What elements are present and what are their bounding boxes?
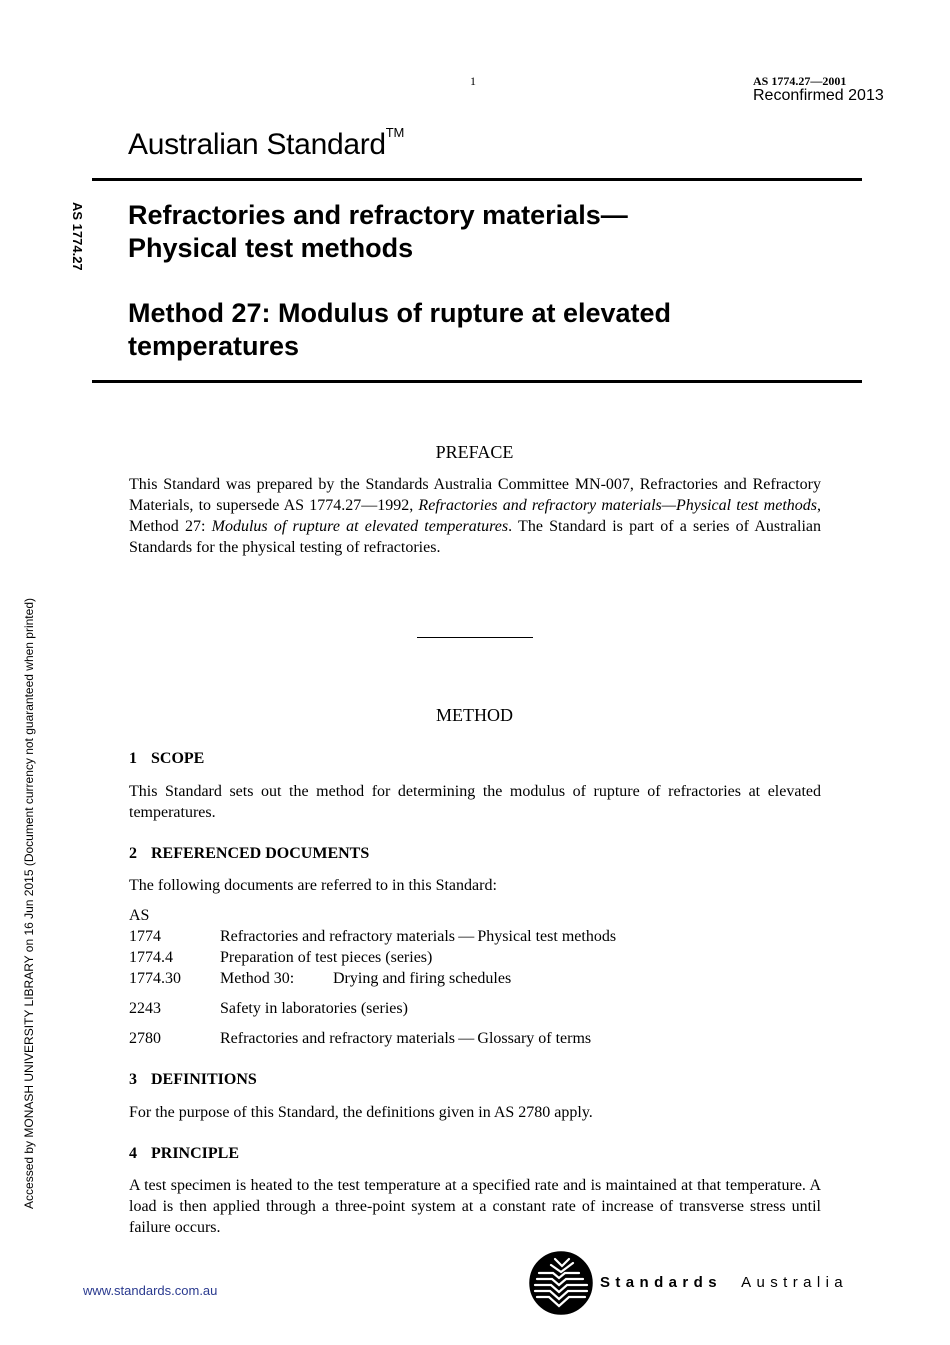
section-heading-definitions xyxy=(129,1071,257,1089)
title-line-1: Refractories and refractory materials— xyxy=(128,200,628,230)
section-title: PRINCIPLE xyxy=(151,1145,240,1162)
section-title: REFERENCED DOCUMENTS xyxy=(151,845,370,862)
method-title-line-2: temperatures xyxy=(128,331,300,361)
reference-title: Drying and firing schedules xyxy=(333,970,512,987)
reference-code: 2780 xyxy=(129,1030,161,1047)
preface-text-1: This Standard was prepared by the Standards Australia Committee MN-007, Refractories and Refractory Materials, to supersede AS 1774.27—1992, xyxy=(129,476,821,514)
method-title xyxy=(128,297,848,363)
reference-row xyxy=(129,968,511,989)
vertical-standard-code: AS 1774.27 xyxy=(70,202,85,271)
preface-heading: PREFACE xyxy=(435,442,514,462)
reference-row xyxy=(129,998,408,1019)
reference-title: Safety in laboratories (series) xyxy=(220,1000,408,1017)
section-heading-references xyxy=(129,845,369,863)
footer-website-link[interactable]: www.standards.com.au xyxy=(83,1283,218,1298)
section-number: 4 xyxy=(129,1145,137,1162)
reference-code: 1774.4 xyxy=(129,949,173,966)
title-line-2: Physical test methods xyxy=(128,233,414,263)
standards-australia-wordmark xyxy=(600,1274,848,1291)
title-rule-top xyxy=(92,178,862,181)
reference-method: Method 30: xyxy=(220,970,295,987)
preface-italic-title: Refractories and refractory materials—Physical test methods xyxy=(418,497,818,514)
scope-paragraph: This Standard sets out the method for determining the modulus of rupture of refractories at elevated temperatures. xyxy=(129,783,821,821)
reconfirmed-note: Reconfirmed 2013 xyxy=(753,87,884,104)
reference-row xyxy=(129,926,616,947)
title-rule-bottom xyxy=(92,380,862,383)
definitions-paragraph: For the purpose of this Standard, the definitions given in AS 2780 apply. xyxy=(129,1104,593,1121)
reference-code: 1774.30 xyxy=(129,970,181,987)
preface-paragraph xyxy=(129,474,821,558)
document-title xyxy=(128,199,848,265)
preface-text-3: . The Standard is part of a series of Australian Standards for the physical testing of refractories. xyxy=(129,518,821,556)
brand-title xyxy=(128,125,404,162)
references-intro: The following documents are referred to in this Standard: xyxy=(129,877,497,894)
section-title: DEFINITIONS xyxy=(151,1071,257,1088)
wordmark-australia: Australia xyxy=(741,1274,849,1291)
standard-code: AS 1774.27—2001 xyxy=(753,74,847,88)
reference-title: Refractories and refractory materials — Glossary of terms xyxy=(220,1030,592,1047)
standards-australia-logo-icon xyxy=(529,1251,593,1315)
wordmark-standards: Standards xyxy=(600,1274,722,1291)
trademark-mark: TM xyxy=(385,125,404,140)
reference-code: 1774 xyxy=(129,928,161,945)
references-group-label: AS xyxy=(129,907,150,924)
reference-title: Preparation of test pieces (series) xyxy=(220,949,433,966)
method-title-line-1: Method 27: Modulus of rupture at elevated xyxy=(128,298,672,328)
section-number: 2 xyxy=(129,845,137,862)
page-number: 1 xyxy=(470,74,476,88)
brand-text: Australian Standard xyxy=(128,128,386,161)
method-heading: METHOD xyxy=(436,705,513,725)
section-title: SCOPE xyxy=(151,750,205,767)
reference-title: Refractories and refractory materials — Physical test methods xyxy=(220,928,617,945)
reference-row xyxy=(129,947,432,968)
access-note: Accessed by MONASH UNIVERSITY LIBRARY on 16 Jun 2015 (Document currency not guaranteed when printed) xyxy=(22,598,36,1209)
reference-row xyxy=(129,1028,591,1049)
section-number: 1 xyxy=(129,750,137,767)
preface-text-2: , Method 27: xyxy=(129,497,822,535)
principle-paragraph: A test specimen is heated to the test temperature at a specified rate and is maintained at that temperature. A load is then applied through a three-point system at a constant rate of increase of transverse stress until failure occurs. xyxy=(129,1177,821,1236)
section-heading-scope xyxy=(129,750,204,768)
section-heading-principle xyxy=(129,1145,239,1163)
preface-italic-method: Modulus of rupture at elevated temperatures xyxy=(211,518,509,535)
section-divider xyxy=(417,637,533,638)
section-number: 3 xyxy=(129,1071,137,1088)
reference-code: 2243 xyxy=(129,1000,161,1017)
